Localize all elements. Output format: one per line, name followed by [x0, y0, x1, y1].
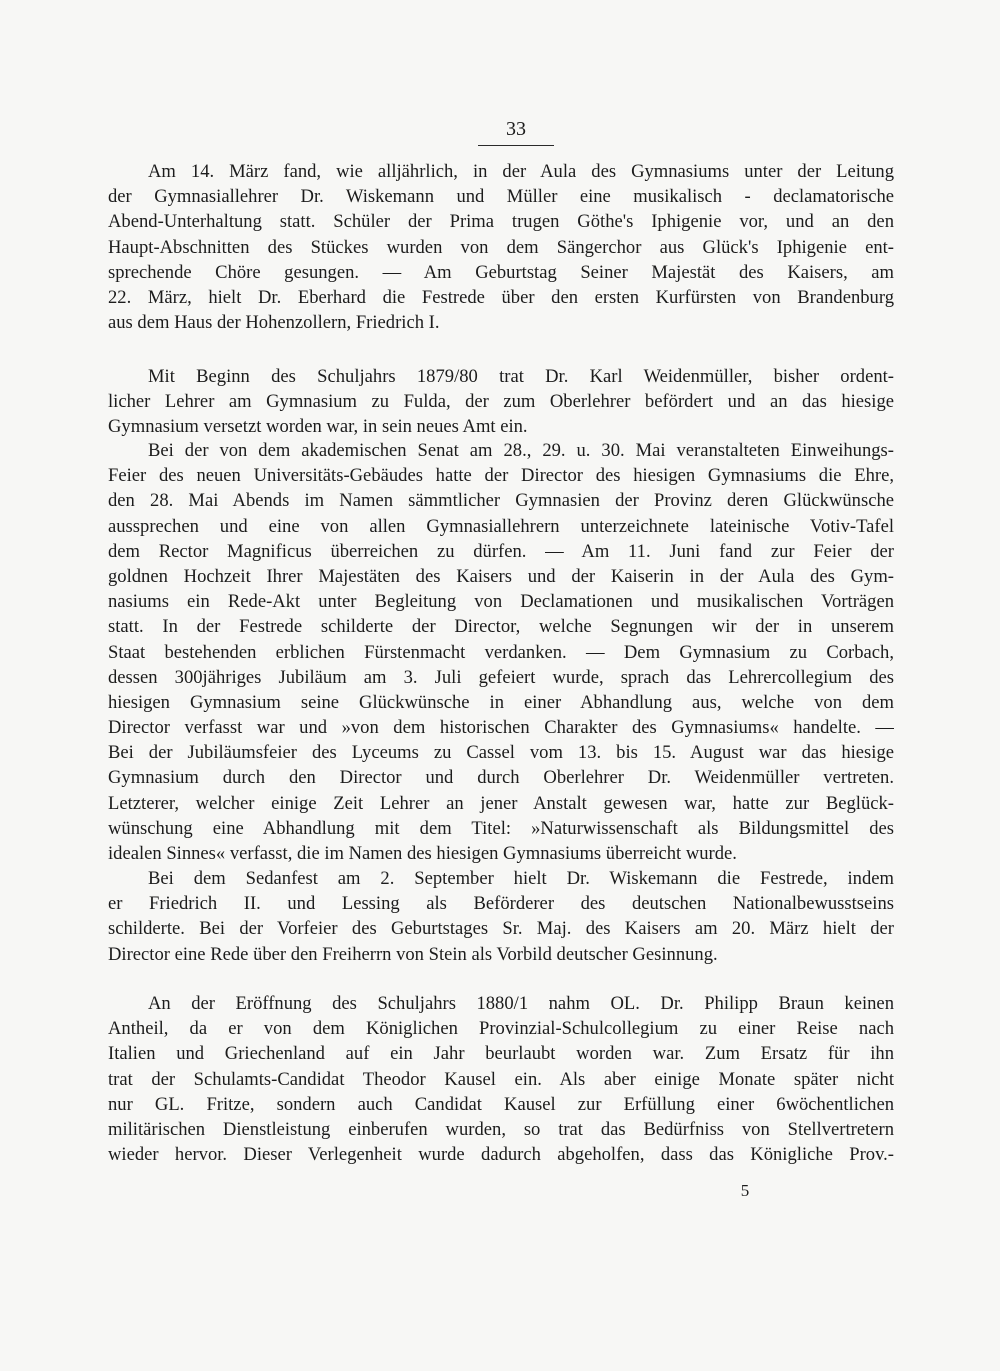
text-line: goldnen Hochzeit Ihrer Majestäten des Kaisers und der Kaiserin in der Aula des Gym- [108, 565, 894, 587]
text-line: Abend-Unterhaltung statt. Schüler der Prima trugen Göthe's Iphigenie vor, und an den [108, 211, 894, 233]
text-line: trat der Schulamts-Candidat Theodor Kausel ein. Als aber einige Monate später nicht [108, 1068, 894, 1090]
text-line: Letzterer, welcher einige Zeit Lehrer an jener Anstalt gewesen war, hatte zur Beglück- [108, 792, 894, 814]
text-line: hiesigen Gymnasium seine Glückwünsche in einer Abhandlung aus, welche von dem [108, 691, 894, 713]
text-line: idealen Sinnes« verfasst, die im Namen des hiesigen Gymnasiums überreicht wurde. [108, 843, 737, 864]
text-line: Bei der von dem akademischen Senat am 28., 29. u. 30. Mai veranstalteten Einweihungs- [148, 440, 894, 461]
text-line: Am 14. März fand, wie alljährlich, in der Aula des Gymnasiums unter der Leitung [148, 161, 894, 182]
text-line: Italien und Griechenland auf ein Jahr beurlaubt worden war. Zum Ersatz für ihn [108, 1043, 894, 1065]
paragraph-sedanfest [108, 866, 894, 967]
text-line: aussprechen und eine von allen Gymnasiallehrern unterzeichnete lateinische Votiv-Tafel [108, 515, 894, 537]
text-line: wünschung eine Abhandlung mit dem Titel: »Naturwissenschaft als Bildungsmittel des [108, 817, 894, 839]
text-line: Director eine Rede über den Freiherrn von Stein als Vorbild deutscher Gesinnung. [108, 943, 718, 965]
text-line: Gymnasium versetzt worden war, in sein neues Amt ein. [108, 416, 528, 438]
text-line: er Friedrich II. und Lessing als Beförderer des deutschen Nationalbewusstseins [108, 893, 894, 915]
text-line: Gymnasium durch den Director und durch Oberlehrer Dr. Weidenmüller vertreten. [108, 767, 894, 789]
paragraph-weidenmueller [108, 364, 894, 440]
text-line: Bei dem Sedanfest am 2. September hielt Dr. Wiskemann die Festrede, indem [148, 868, 894, 889]
paragraph-schuljahr-1880 [108, 991, 894, 1167]
text-line: nasiums ein Rede-Akt unter Begleitung von Declamationen und musikalischen Vorträgen [108, 591, 894, 613]
text-line: der Gymnasiallehrer Dr. Wiskemann und Müller eine musikalisch - declamatorische [108, 186, 894, 208]
text-line: den 28. Mai Abends im Namen sämmtlicher Gymnasien der Provinz deren Glückwünsche [108, 490, 894, 512]
text-line: sprechende Chöre gesungen. — Am Geburtstag Seiner Majestät des Kaisers, am [108, 261, 894, 283]
text-line: Mit Beginn des Schuljahrs 1879/80 trat Dr. Karl Weidenmüller, bisher ordent- [148, 366, 894, 387]
text-line: statt. In der Festrede schilderte der Director, welche Segnungen wir der in unserem [108, 616, 894, 638]
text-line: Feier des neuen Universitäts-Gebäudes hatte der Director des hiesigen Gymnasiums die Ehre, [108, 465, 894, 487]
text-line: 22. März, hielt Dr. Eberhard die Festrede über den ersten Kurfürsten von Brandenburg [108, 286, 894, 308]
signature-mark: 5 [740, 1181, 750, 1200]
text-line: dessen 300jähriges Jubiläum am 3. Juli gefeiert wurde, sprach das Lehrercollegium des [108, 666, 894, 688]
text-line: Staat bestehenden erblichen Fürstenmacht verdanken. — Dem Gymnasium zu Corbach, [108, 641, 894, 663]
text-line: nur GL. Fritze, sondern auch Candidat Kausel zur Erfüllung einer 6wöchentlichen [108, 1093, 894, 1115]
text-line: dem Rector Magnificus überreichen zu dürfen. — Am 11. Juni fand zur Feier der [108, 540, 894, 562]
paragraph-aula-concert [108, 159, 894, 335]
text-line: wieder hervor. Dieser Verlegenheit wurde dadurch abgeholfen, dass das Königliche Prov.- [108, 1144, 894, 1166]
text-line: An der Eröffnung des Schuljahrs 1880/1 nahm OL. Dr. Philipp Braun keinen [148, 993, 894, 1014]
page-number-rule [478, 145, 554, 146]
text-line: Haupt-Abschnitten des Stückes wurden von dem Sängerchor aus Glück's Iphigenie ent- [108, 236, 894, 258]
page-number: 33 [506, 118, 526, 140]
paragraph-university-feier [108, 438, 894, 866]
text-line: militärischen Dienstleistung einberufen wurden, so trat das Bedürfniss von Stellvertretern [108, 1118, 894, 1140]
text-line: schilderte. Bei der Vorfeier des Geburtstages Sr. Maj. des Kaisers am 20. März hielt der [108, 918, 894, 940]
text-line: licher Lehrer am Gymnasium zu Fulda, der zum Oberlehrer befördert und an das hiesige [108, 391, 894, 413]
text-line: Bei der Jubiläumsfeier des Lyceums zu Cassel vom 13. bis 15. August war das hiesige [108, 742, 894, 764]
text-line: aus dem Haus der Hohenzollern, Friedrich I. [108, 312, 440, 334]
text-line: Director verfasst war und »von dem historischen Charakter des Gymnasiums« handelte. — [108, 717, 894, 739]
text-line: Antheil, da er von dem Königlichen Provinzial-Schulcollegium zu einer Reise nach [108, 1018, 894, 1040]
